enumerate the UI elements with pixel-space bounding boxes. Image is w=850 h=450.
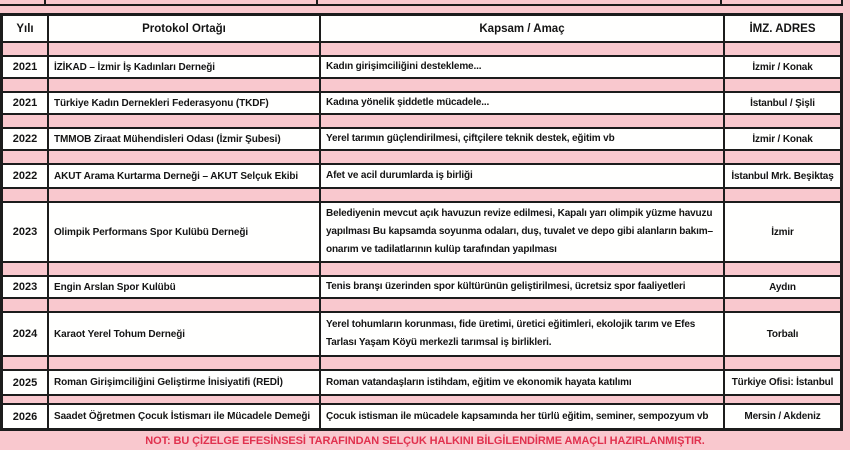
partner-cell: İZİKAD – İzmir İş Kadınları Derneği (49, 57, 321, 77)
header-address: İMZ. ADRES (725, 16, 840, 41)
separator-row (3, 263, 840, 277)
separator-cell (3, 299, 49, 311)
address-cell: Türkiye Ofisi: İstanbul (725, 371, 840, 394)
separator-cell (725, 79, 840, 91)
separator-cell (49, 43, 321, 55)
year-cell: 2022 (3, 129, 49, 149)
separator-row (3, 115, 840, 129)
scope-cell: Afet ve acil durumlarda iş birliği (321, 165, 725, 187)
cutoff-cell (722, 0, 843, 4)
separator-cell (321, 396, 725, 403)
separator-cell (3, 189, 49, 201)
separator-row (3, 189, 840, 203)
scope-cell: Roman vatandaşların istihdam, eğitim ve ekonomik hayata katılımı (321, 371, 725, 394)
address-cell: İstanbul / Şişli (725, 93, 840, 113)
separator-cell (3, 115, 49, 127)
separator-cell (321, 79, 725, 91)
separator-cell (3, 357, 49, 369)
partner-cell: Olimpik Performans Spor Kulübü Derneği (49, 203, 321, 261)
separator-cell (49, 299, 321, 311)
table-row (3, 371, 840, 396)
year-cell: 2023 (3, 277, 49, 297)
separator-cell (49, 263, 321, 275)
year-cell: 2026 (3, 405, 49, 428)
partner-cell: AKUT Arama Kurtarma Derneği – AKUT Selçuk Ekibi (49, 165, 321, 187)
separator-cell (321, 189, 725, 201)
partner-cell: TMMOB Ziraat Mühendisleri Odası (İzmir Şubesi) (49, 129, 321, 149)
partner-cell: Türkiye Kadın Dernekleri Federasyonu (TKDF) (49, 93, 321, 113)
scope-cell: Kadına yönelik şiddetle mücadele... (321, 93, 725, 113)
separator-cell (321, 43, 725, 55)
separator-cell (49, 151, 321, 163)
separator-cell (49, 115, 321, 127)
cutoff-cell (46, 0, 318, 4)
table-row (3, 277, 840, 299)
separator-cell (725, 151, 840, 163)
year-cell: 2021 (3, 93, 49, 113)
separator-row (3, 43, 840, 57)
table-row (3, 313, 840, 357)
partner-cell: Saadet Öğretmen Çocuk İstismarı ile Mücadele Demeği (49, 405, 321, 428)
scope-cell: Çocuk istisman ile mücadele kapsamında her türlü eğitim, seminer, sempozyum vb (321, 405, 725, 428)
separator-cell (725, 263, 840, 275)
table-header-row (3, 16, 840, 43)
scope-cell: Yerel tohumların korunması, fide üretimi, üretici eğitimleri, ekolojik tarım ve Efes Tarlası Yaşam Köyü merkezli tarımsal iş birlikleri. (321, 313, 725, 355)
cutoff-cell (318, 0, 722, 4)
year-cell: 2024 (3, 313, 49, 355)
separator-cell (725, 396, 840, 403)
separator-cell (49, 357, 321, 369)
year-cell: 2025 (3, 371, 49, 394)
address-cell: Aydın (725, 277, 840, 297)
separator-cell (49, 79, 321, 91)
scope-cell: Yerel tarımın güçlendirilmesi, çiftçilere teknik destek, eğitim vb (321, 129, 725, 149)
table-row (3, 203, 840, 263)
separator-cell (49, 396, 321, 403)
header-partner: Protokol Ortağı (49, 16, 321, 41)
header-scope: Kapsam / Amaç (321, 16, 725, 41)
separator-cell (49, 189, 321, 201)
partner-cell: Roman Girişimciliğini Geliştirme İnisiyatifi (REDİ) (49, 371, 321, 394)
table-row (3, 93, 840, 115)
separator-cell (321, 151, 725, 163)
separator-cell (321, 299, 725, 311)
separator-row (3, 299, 840, 313)
year-cell: 2022 (3, 165, 49, 187)
address-cell: İzmir / Konak (725, 57, 840, 77)
header-year: Yılı (3, 16, 49, 41)
scope-cell: Tenis branşı üzerinden spor kültürünün geliştirilmesi, ücretsiz spor faaliyetleri (321, 277, 725, 297)
scope-cell: Kadın girişimciliğini destekleme... (321, 57, 725, 77)
separator-cell (321, 357, 725, 369)
cutoff-row-top (0, 0, 843, 13)
address-cell: İzmir / Konak (725, 129, 840, 149)
separator-cell (725, 357, 840, 369)
separator-cell (321, 115, 725, 127)
separator-row (3, 357, 840, 371)
address-cell: İstanbul Mrk. Beşiktaş (725, 165, 840, 187)
separator-cell (725, 43, 840, 55)
separator-cell (3, 79, 49, 91)
separator-cell (321, 263, 725, 275)
separator-row (3, 79, 840, 93)
partner-cell: Karaot Yerel Tohum Derneği (49, 313, 321, 355)
separator-cell (3, 263, 49, 275)
address-cell: İzmir (725, 203, 840, 261)
separator-cell (3, 43, 49, 55)
separator-row (3, 151, 840, 165)
address-cell: Mersin / Akdeniz (725, 405, 840, 428)
separator-cell (725, 189, 840, 201)
partner-cell: Engin Arslan Spor Kulübü (49, 277, 321, 297)
separator-cell (725, 299, 840, 311)
table-row (3, 165, 840, 189)
year-cell: 2021 (3, 57, 49, 77)
separator-cell (725, 115, 840, 127)
separator-cell (3, 396, 49, 403)
footer-note: NOT: BU ÇİZELGE EFESİNSESİ TARAFINDAN SELÇUK HALKINI BİLGİLENDİRME AMAÇLI HAZIRLANMIŞTIR. (145, 434, 705, 447)
scope-cell: Belediyenin mevcut açık havuzun revize edilmesi, Kapalı yarı olimpik yüzme havuzu yapılması Bu kapsamda soyunma odaları, duş, tuvalet ve depo gibi alanların bakım–onarım ve tadilatlarının kulüp tarafından yapılması (321, 203, 725, 261)
table-row (3, 129, 840, 151)
year-cell: 2023 (3, 203, 49, 261)
separator-cell (3, 151, 49, 163)
separator-row (3, 396, 840, 405)
table-row (3, 405, 840, 428)
protocol-table (0, 13, 843, 431)
table-row (3, 57, 840, 79)
cutoff-cell (0, 0, 46, 4)
address-cell: Torbalı (725, 313, 840, 355)
